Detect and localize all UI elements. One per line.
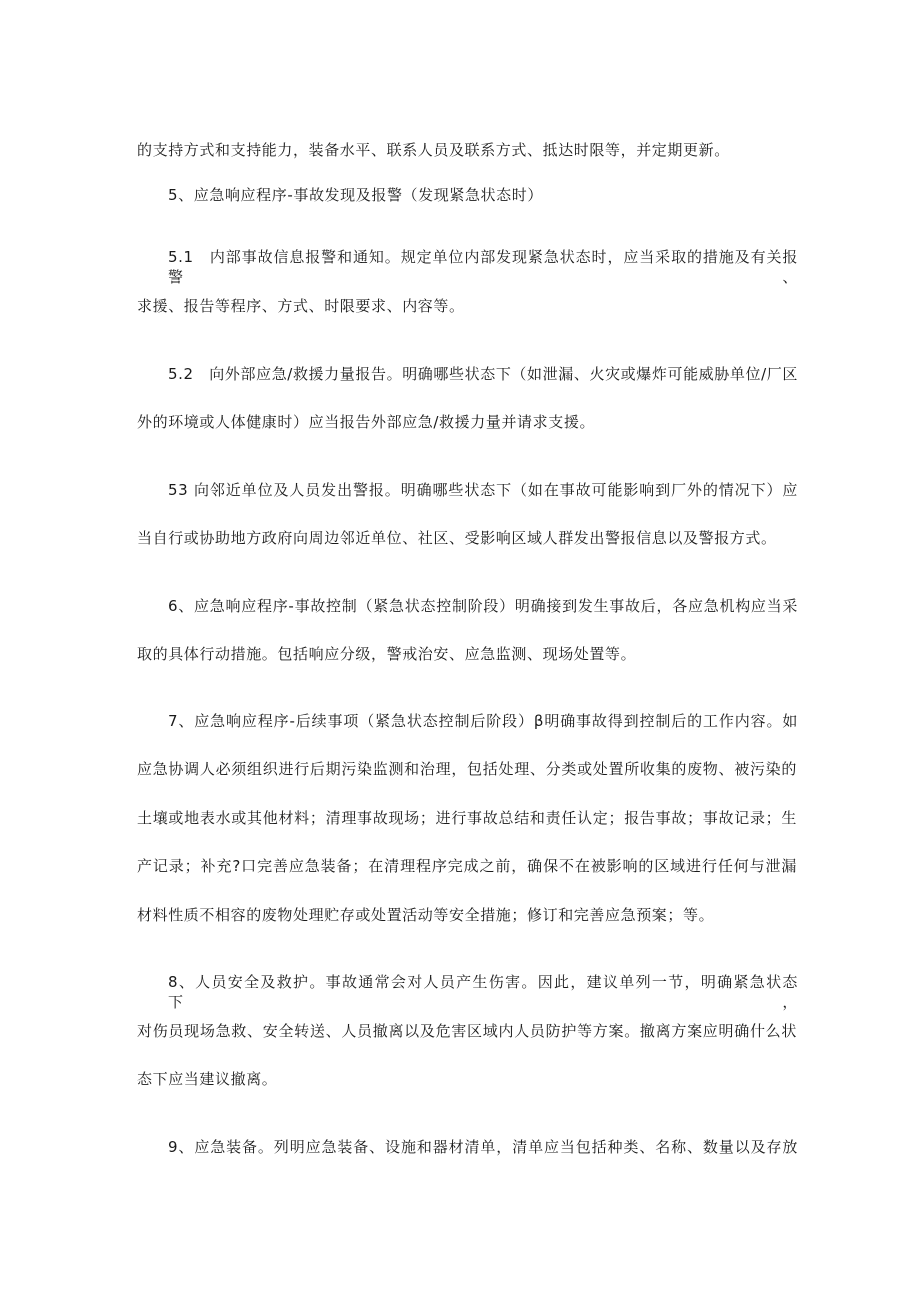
section-heading: 9、应急装备。列明应急装备、设施和器材清单，清单应当包括种类、名称、数量以及存放 — [168, 1138, 798, 1156]
section-heading: 7、应急响应程序-后续事项（紧急状态控制后阶段）β明确事故得到控制后的工作内容。如 — [168, 712, 798, 730]
text-line: 取的具体行动措施。包括响应分级，警戒治安、应急监测、现场处置等。 — [137, 645, 637, 663]
text-line: 53 向邻近单位及人员发出警报。明确哪些状态下（如在事故可能影响到厂外的情况下）应 — [168, 481, 798, 499]
text-line: 当自行或协助地方政府向周边邻近单位、社区、受影响区域人群发出警报信息以及警报方式。 — [137, 529, 777, 547]
text-line: 态下应当建议撤离。 — [137, 1070, 278, 1088]
text-line: 的支持方式和支持能力，装备水平、联系人员及联系方式、抵达时限等，并定期更新。 — [137, 141, 730, 159]
text-line: 产记录；补充?口完善应急装备；在清理程序完成之前，确保不在被影响的区域进行任何与泄漏 — [137, 857, 797, 875]
text-line: 材料性质不相容的废物处理贮存或处置活动等安全措施；修订和完善应急预案；等。 — [137, 906, 715, 924]
text-line: 对伤员现场急救、安全转送、人员撤离以及危害区域内人员防护等方案。撤离方案应明确什么状 — [137, 1022, 797, 1040]
text-line: 5.2 向外部应急/救援力量报告。明确哪些状态下（如泄漏、火灾或爆炸可能威胁单位/厂区 — [168, 365, 798, 383]
text-line: 应急协调人必须组织进行后期污染监测和治理，包括处理、分类或处置所收集的废物、被污染的 — [137, 760, 797, 778]
section-heading: 6、应急响应程序-事故控制（紧急状态控制阶段）明确接到发生事故后，各应急机构应当采 — [168, 597, 798, 615]
text-line: 求援、报告等程序、方式、时限要求、内容等。 — [137, 297, 465, 315]
text-line: 外的环境或人体健康时）应当报告外部应急/救援力量并请求支援。 — [137, 413, 596, 431]
text-line: 土壤或地表水或其他材料；清理事故现场；进行事故总结和责任认定；报告事故；事故记录；生 — [137, 809, 797, 827]
text-line: 5.1 内部事故信息报警和通知。规定单位内部发现紧急状态时，应当采取的措施及有关报警、 — [168, 248, 798, 286]
section-heading: 8、人员安全及救护。事故通常会对人员产生伤害。因此，建议单列一节，明确紧急状态下， — [168, 973, 798, 1011]
section-heading: 5、应急响应程序-事故发现及报警（发现紧急状态时） — [168, 186, 543, 204]
